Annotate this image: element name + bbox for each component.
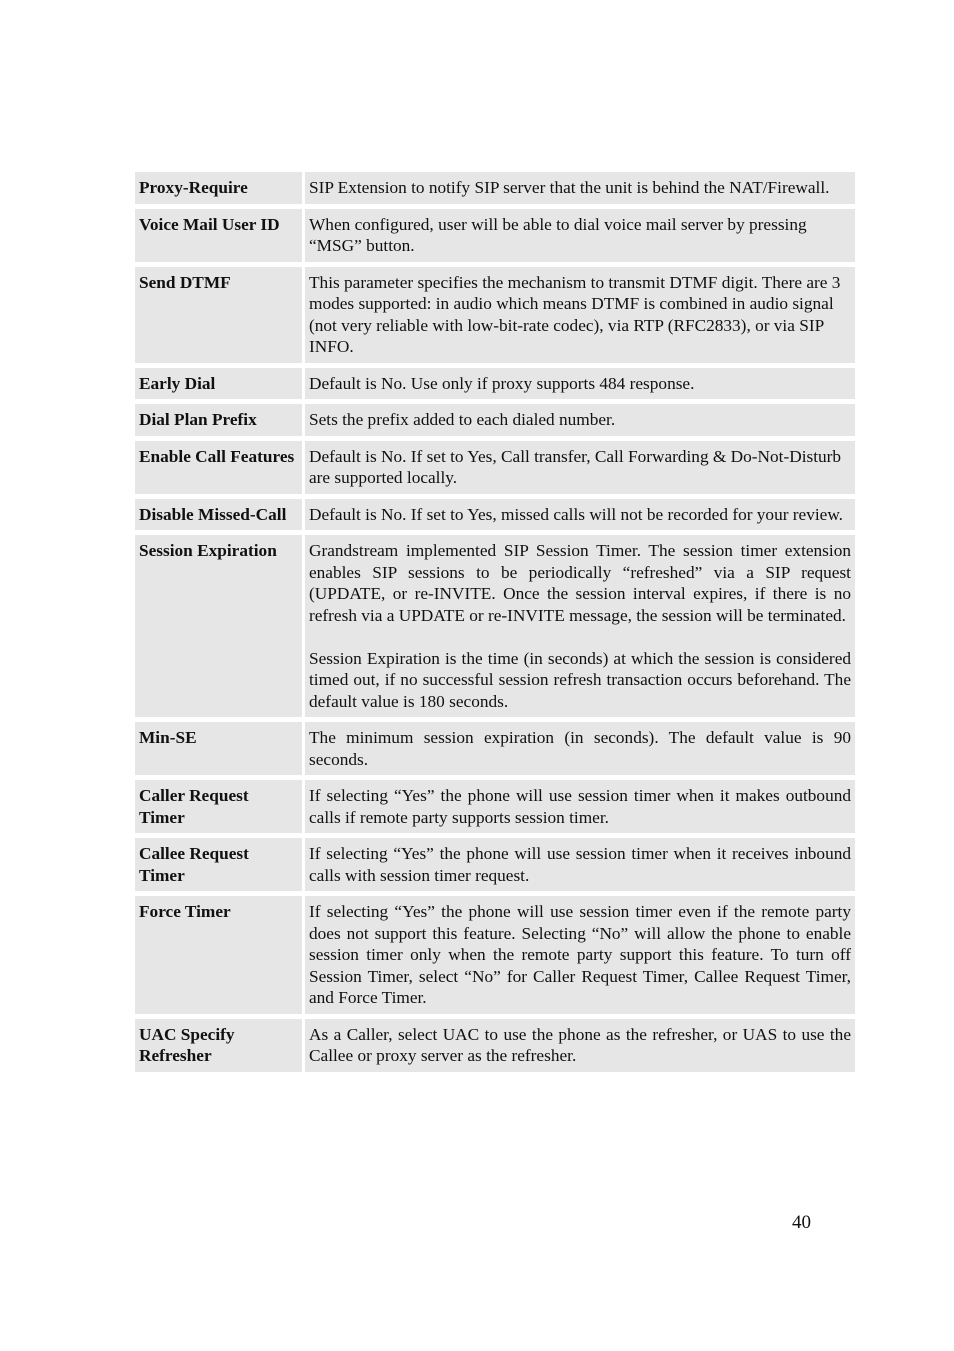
param-description: Default is No. If set to Yes, Call transfer, Call Forwarding & Do-Not-Disturb are supported locally. [305,441,855,494]
param-description: SIP Extension to notify SIP server that the unit is behind the NAT/Firewall. [305,172,855,204]
table-row [135,267,855,363]
table-row [135,535,855,717]
table-row [135,209,855,262]
table-row [135,722,855,775]
param-description: If selecting “Yes” the phone will use session timer when it receives inbound calls with session timer request. [305,838,855,891]
param-name: Force Timer [135,896,302,1014]
param-description: If selecting “Yes” the phone will use session timer when it makes outbound calls if remote party supports session timer. [305,780,855,833]
param-description: As a Caller, select UAC to use the phone as the refresher, or UAS to use the Callee or proxy server as the refresher. [305,1019,855,1072]
param-description: The minimum session expiration (in seconds). The default value is 90 seconds. [305,722,855,775]
param-name: Min-SE [135,722,302,775]
param-name: Early Dial [135,368,302,400]
table-row [135,896,855,1014]
param-name: Caller Request Timer [135,780,302,833]
page-number: 40 [792,1212,811,1233]
table-row [135,780,855,833]
param-description: When configured, user will be able to dial voice mail server by pressing “MSG” button. [305,209,855,262]
table-row [135,404,855,436]
param-name: Session Expiration [135,535,302,717]
param-description: Default is No. Use only if proxy supports 484 response. [305,368,855,400]
param-description: If selecting “Yes” the phone will use session timer even if the remote party does not support this feature. Selecting “No” will allow the phone to enable session timer only when the remote party support this feature. To turn off Session Timer, select “No” for Caller Request Timer, Callee Request Timer, and Force Timer. [305,896,855,1014]
param-name: Disable Missed-Call [135,499,302,531]
param-description: Default is No. If set to Yes, missed calls will not be recorded for your review. [305,499,855,531]
param-name: Proxy-Require [135,172,302,204]
table-row [135,172,855,204]
param-description: This parameter specifies the mechanism to transmit DTMF digit. There are 3 modes supported: in audio which means DTMF is combined in audio signal (not very reliable with low-bit-rate codec), via RTP (RFC2833), or via SIP INFO. [305,267,855,363]
param-description: Grandstream implemented SIP Session Timer. The session timer extension enables SIP sessions to be periodically “refreshed” via a SIP request (UPDATE, or re-INVITE. Once the session interval expires, if there is no refresh via a UPDATE or re-INVITE message, the session will be terminated. Session Expiration is the time (in seconds) at which the session is considered timed out, if no successful session refresh transaction occurs beforehand. The default value is 180 seconds. [305,535,855,717]
table-row [135,368,855,400]
param-name: UAC Specify Refresher [135,1019,302,1072]
param-name: Callee Request Timer [135,838,302,891]
table-row [135,441,855,494]
param-description: Sets the prefix added to each dialed number. [305,404,855,436]
param-name: Enable Call Features [135,441,302,494]
table-row [135,1019,855,1072]
param-name: Dial Plan Prefix [135,404,302,436]
table-row [135,838,855,891]
parameter-table [132,167,858,1077]
param-name: Send DTMF [135,267,302,363]
param-name: Voice Mail User ID [135,209,302,262]
table-row [135,499,855,531]
